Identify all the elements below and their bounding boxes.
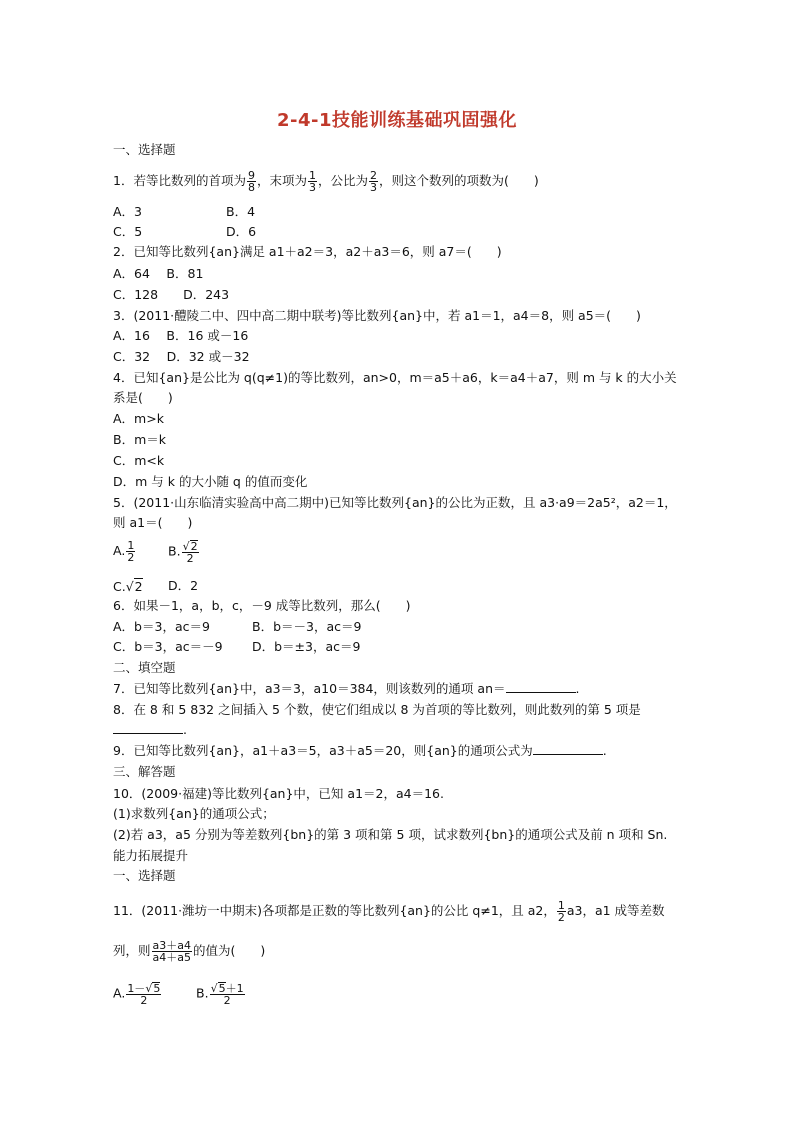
- options-cd: C．32 D．32 或－32: [113, 349, 250, 364]
- fraction: $\frac{a3+a4}{a4+a5}$: [152, 939, 191, 964]
- question-5-line-2: 则 a1＝( ): [113, 515, 193, 530]
- question-7: 7．已知等比数列{an}中，a3＝3，a10＝384，则该数列的通项 an＝ .: [113, 681, 580, 696]
- section-heading: 能力拓展提升: [113, 848, 189, 863]
- question-2: 2．已知等比数列{an}满足 a1＋a2＝3，a2＋a3＝6，则 a7＝( ): [113, 244, 502, 259]
- question-11-line-2: 列，则 $\frac{a3+a4}{a4+a5}$ 的值为( ): [113, 939, 266, 964]
- section-heading: 一、选择题: [113, 868, 176, 883]
- fraction: $\frac{1-√5}{2}$: [127, 982, 161, 1007]
- q1-text-pre: 1．若等比数列的首项为: [113, 173, 246, 188]
- section-heading: 三、解答题: [113, 764, 176, 779]
- option-b: B. $\frac{√2}{2}$: [168, 540, 198, 565]
- fraction: $\frac{√5+1}{2}$: [210, 982, 244, 1007]
- option-c: C.√2: [113, 579, 143, 594]
- option-d: D．m 与 k 的大小随 q 的值而变化: [113, 474, 308, 489]
- fraction: $\frac{1}{2}$: [557, 899, 565, 924]
- question-1: 1．若等比数列的首项为 $\frac{9}{8}$ ，末项为 $\frac{1}{3}$ ，公比为 $\frac{2}{3}$ ，则这个数列的项数为( ): [113, 169, 539, 194]
- option-c: C．b＝3，ac＝－9: [113, 639, 223, 654]
- option-a: A．b＝3，ac＝9: [113, 619, 210, 634]
- fraction: $\frac{9}{8}$: [247, 169, 255, 194]
- question-8-line-1: 8．在 8 和 5 832 之间插入 5 个数，使它们组成以 8 为首项的等比数列，则此数列的第 5 项是: [113, 702, 641, 717]
- option-b: B．m＝k: [113, 432, 166, 447]
- question-10-part-2: (2)若 a3，a5 分别为等差数列{bn}的第 3 项和第 5 项，试求数列{bn}的通项公式及前 n 项和 Sn.: [113, 827, 668, 842]
- question-5-line-1: 5．(2011·山东临清实验高中高二期中)已知等比数列{an}的公比为正数，且 a3·a9＝2a5²，a2＝1，: [113, 495, 677, 510]
- question-4-line-2: 系是( ): [113, 390, 173, 405]
- fraction: $\frac{1}{3}$: [308, 169, 316, 194]
- option-b: B. $\frac{√5+1}{2}$: [196, 982, 244, 1007]
- question-4-line-1: 4．已知{an}是公比为 q(q≠1)的等比数列，an>0，m＝a5＋a6，k＝a4＋a7，则 m 与 k 的大小关: [113, 370, 677, 385]
- question-8-line-2: .: [113, 722, 187, 738]
- option-a: A. $\frac{1}{2}$: [113, 539, 135, 564]
- answer-blank: [506, 681, 576, 693]
- options-ab: A．16 B．16 或－16: [113, 328, 249, 343]
- question-9: 9．已知等比数列{an}，a1＋a3＝5，a3＋a5＝20，则{an}的通项公式为 .: [113, 743, 607, 758]
- sqrt-sign: √: [210, 982, 218, 995]
- sqrt-sign: √: [182, 540, 190, 553]
- question-11-line-1: 11．(2011·潍坊一中期末)各项都是正数的等比数列{an}的公比 q≠1，且 a2， $\frac{1}{2}$ a3，a1 成等差数: [113, 899, 665, 924]
- option-a: A．3: [113, 204, 143, 219]
- option-d: D．2: [168, 578, 199, 593]
- sqrt-sign: √: [145, 982, 153, 995]
- option-b: B．b＝－3，ac＝9: [252, 619, 362, 634]
- question-10-part-1: (1)求数列{an}的通项公式；: [113, 806, 275, 821]
- page-title: 2-4-1技能训练基础巩固强化: [276, 110, 517, 131]
- option-d: D．b＝±3，ac＝9: [252, 639, 361, 654]
- fraction: $\frac{2}{3}$: [370, 169, 377, 194]
- fraction: $\frac{√2}{2}$: [182, 540, 198, 565]
- fraction: $\frac{1}{2}$: [127, 539, 135, 564]
- options-cd: C．128 D．243: [113, 287, 230, 302]
- answer-blank: [113, 722, 183, 734]
- option-c: C．5: [113, 224, 143, 239]
- option-a: A. $\frac{1-√5}{2}$: [113, 982, 161, 1007]
- answer-blank: [533, 743, 603, 755]
- option-d: D．6: [226, 224, 257, 239]
- option-a: A．m>k: [113, 411, 164, 426]
- section-heading: 二、填空题: [113, 660, 176, 675]
- option-c: C．m<k: [113, 453, 165, 468]
- question-3: 3．(2011·醴陵二中、四中高二期中联考)等比数列{an}中，若 a1＝1，a4＝8，则 a5＝( ): [113, 308, 641, 323]
- question-6: 6．如果－1，a，b，c，－9 成等比数列，那么( ): [113, 598, 411, 613]
- options-ab: A．64 B．81: [113, 266, 204, 281]
- section-heading: 一、选择题: [113, 142, 176, 157]
- sqrt-sign: √: [125, 579, 134, 594]
- option-b: B．4: [226, 204, 256, 219]
- question-10: 10．(2009·福建)等比数列{an}中，已知 a1＝2，a4＝16.: [113, 786, 444, 801]
